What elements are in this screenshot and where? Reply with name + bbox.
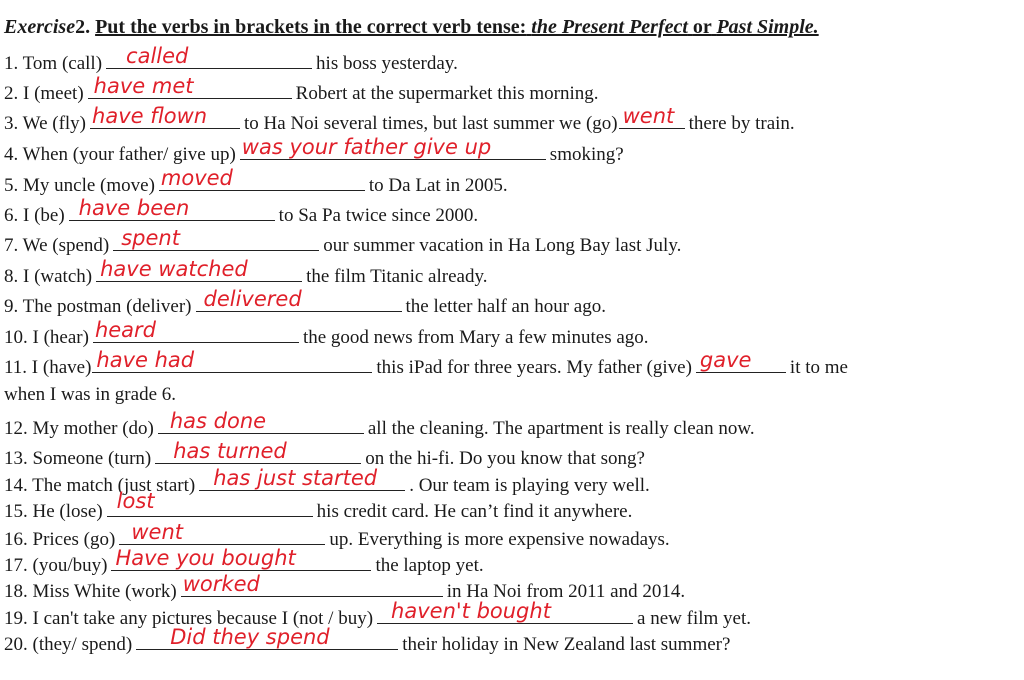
answer-blank[interactable] — [181, 572, 443, 597]
handwritten-answer: have been — [78, 196, 190, 220]
exercise-title — [4, 16, 819, 39]
exercise-item-1: 1. Tom (call) called his boss yesterday. — [4, 44, 458, 74]
handwritten-answer: moved — [160, 166, 233, 190]
exercise-item-6: 6. I (be) have been to Sa Pa twice since 2000. — [4, 196, 479, 226]
answer-blank[interactable] — [377, 599, 633, 624]
answer-blank[interactable] — [90, 104, 240, 129]
exercise-item-20: 20. (they/ spend) Did they spend their holiday in New Zealand last summer? — [4, 625, 731, 655]
answer-blank[interactable] — [88, 74, 292, 99]
answer-blank[interactable] — [199, 466, 405, 491]
exercise-label: Exercise — [4, 16, 76, 38]
handwritten-answer: heard — [94, 318, 156, 342]
answer-blank[interactable] — [158, 409, 364, 434]
exercise-item-11-continued: when I was in grade 6. — [4, 384, 177, 405]
answer-blank[interactable] — [93, 318, 299, 343]
answer-blank[interactable] — [696, 348, 786, 373]
handwritten-answer: Have you bought — [115, 546, 296, 570]
answer-blank[interactable] — [136, 625, 398, 650]
answer-blank[interactable] — [107, 489, 313, 517]
answer-blank[interactable] — [96, 257, 302, 282]
answer-blank[interactable] — [159, 166, 365, 191]
exercise-item-19: 19. I can't take any pictures because I (not / buy) haven't bought a new film yet. — [4, 599, 752, 629]
exercise-item-7: 7. We (spend) spent our summer vacation in Ha Long Bay last July. — [4, 226, 682, 256]
handwritten-answer: have watched — [100, 257, 248, 281]
handwritten-answer: gave — [699, 348, 752, 372]
handwritten-answer: haven't bought — [391, 599, 551, 623]
handwritten-answer: worked — [182, 572, 260, 596]
handwritten-answer: Did they spend — [170, 625, 330, 649]
answer-blank[interactable] — [196, 287, 402, 312]
handwritten-answer: have met — [93, 74, 194, 98]
handwritten-answer: delivered — [203, 287, 302, 311]
exercise-item-4: 4. When (your father/ give up) was your father give up smoking? — [4, 135, 624, 165]
exercise-number: 2. — [75, 16, 91, 38]
exercise-item-13: 13. Someone (turn) has turned on the hi-fi. Do you know that song? — [4, 439, 645, 469]
handwritten-answer: was your father give up — [241, 135, 492, 159]
exercise-instruction: Put the verbs in brackets in the correct verb tense: the Present Perfect or Past Simple. — [95, 16, 819, 38]
exercise-item-16: 16. Prices (go) went up. Everything is more expensive nowadays. — [4, 520, 670, 550]
exercise-item-9: 9. The postman (deliver) delivered the letter half an hour ago. — [4, 287, 606, 317]
handwritten-answer: has turned — [173, 439, 287, 463]
handwritten-answer: went — [131, 520, 183, 544]
answer-blank[interactable] — [240, 135, 546, 160]
exercise-item-14: 14. The match (just start) has just started . Our team is playing very well. — [4, 466, 650, 496]
handwritten-answer: has done — [169, 409, 267, 433]
handwritten-answer: have had — [96, 348, 195, 372]
exercise-item-15: 15. He (lose) lost his credit card. He can’t find it anywhere. — [4, 489, 633, 522]
answer-blank[interactable] — [119, 520, 325, 545]
exercise-item-17: 17. (you/buy) Have you bought the laptop yet. — [4, 546, 484, 576]
answer-blank[interactable] — [92, 348, 372, 373]
answer-blank[interactable] — [619, 104, 685, 129]
exercise-item-5: 5. My uncle (move) moved to Da Lat in 2005. — [4, 166, 508, 196]
handwritten-answer: lost — [116, 489, 155, 513]
answer-blank[interactable] — [155, 439, 361, 464]
handwritten-answer: went — [622, 104, 675, 128]
handwritten-answer: has just started — [213, 466, 378, 490]
answer-blank[interactable] — [113, 226, 319, 251]
exercise-item-12: 12. My mother (do) has done all the cleaning. The apartment is really clean now. — [4, 409, 755, 439]
exercise-item-18: 18. Miss White (work) worked in Ha Noi from 2011 and 2014. — [4, 572, 686, 602]
exercise-item-10: 10. I (hear) heard the good news from Mary a few minutes ago. — [4, 318, 649, 348]
exercise-item-8: 8. I (watch) have watched the film Titanic already. — [4, 257, 488, 287]
exercise-item-2: 2. I (meet) have met Robert at the supermarket this morning. — [4, 74, 599, 104]
handwritten-answer: have flown — [92, 104, 208, 128]
answer-blank[interactable] — [69, 196, 275, 221]
handwritten-answer: spent — [121, 226, 180, 250]
answer-blank[interactable] — [106, 44, 312, 69]
answer-blank[interactable] — [111, 546, 371, 571]
exercise-item-3: 3. We (fly) have flown to Ha Noi several times, but last summer we (go) went there by train. — [4, 104, 795, 134]
handwritten-answer: called — [126, 44, 189, 68]
exercise-item-11: 11. I (have) have had this iPad for three years. My father (give) gave it to me — [4, 348, 848, 378]
